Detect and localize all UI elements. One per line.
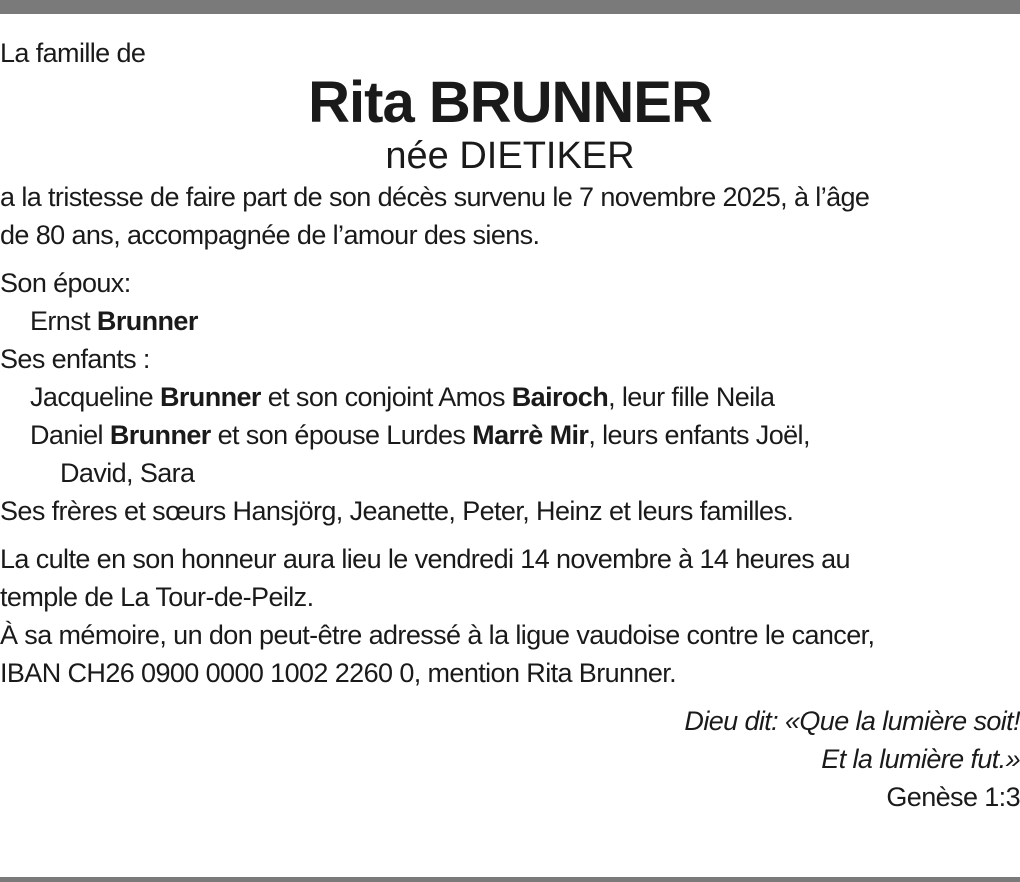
bottom-rule <box>0 877 1020 882</box>
maiden-name: née DIETIKER <box>385 135 635 177</box>
child-entry-2-continued: David, Sara <box>60 458 195 488</box>
child-entry-2: Daniel Brunner et son épouse Lurdes Marrè Mir, leurs enfants Joël, <box>30 420 810 450</box>
verse-reference: Genèse 1:3 <box>886 782 1020 812</box>
announcement-line-2: de 80 ans, accompagnée de l’amour des siens. <box>0 220 540 250</box>
service-line-2: temple de La Tour-de-Peilz. <box>0 582 314 612</box>
top-rule <box>0 0 1020 14</box>
donation-line-2: IBAN CH26 0900 0000 1002 2260 0, mention Rita Brunner. <box>0 658 677 688</box>
intro-text: La famille de <box>0 38 146 68</box>
verse-line-2: Et la lumière fut.» <box>821 744 1020 774</box>
donation-line-1: À sa mémoire, un don peut-être adressé à la ligue vaudoise contre le cancer, <box>0 620 875 650</box>
siblings-line: Ses frères et sœurs Hansjörg, Jeanette, Peter, Heinz et leurs familles. <box>0 496 794 526</box>
spouse-entry: Ernst Brunner <box>30 306 198 336</box>
deceased-name: Rita BRUNNER <box>308 70 712 135</box>
announcement-line-1: a la tristesse de faire part de son décès survenu le 7 novembre 2025, à l’âge <box>0 182 870 212</box>
children-label: Ses enfants : <box>0 344 150 374</box>
obituary-notice <box>0 34 1020 816</box>
service-line-1: La culte en son honneur aura lieu le vendredi 14 novembre à 14 heures au <box>0 544 850 574</box>
verse-line-1: Dieu dit: «Que la lumière soit! <box>684 706 1020 736</box>
spouse-label: Son époux: <box>0 268 131 298</box>
child-entry-1: Jacqueline Brunner et son conjoint Amos Bairoch, leur fille Neila <box>30 382 775 412</box>
